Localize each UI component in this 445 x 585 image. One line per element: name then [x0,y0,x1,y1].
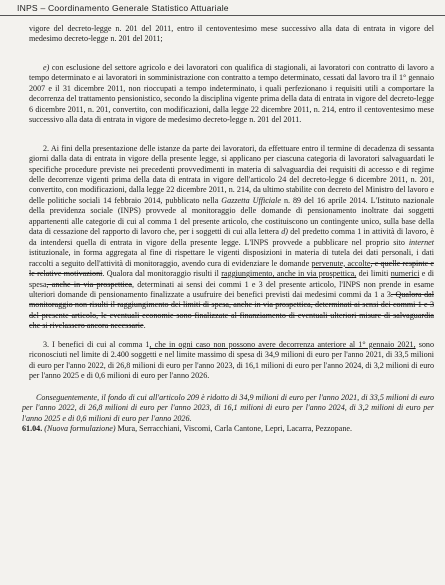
gazzetta-ufficiale-label: Gazzetta Ufficiale [221,195,281,205]
paragraph-continuation-text: vigore del decreto-legge n. 201 del 2011, entro il centoventesimo mese successivo alla data di entrata in vigore del medesimo decreto-legge n. 201 del 2011; [29,24,434,44]
paragraph-comma-2: 2. Ai fini della presentazione delle istanze da parte dei lavoratori, da effettuare entro il termine di decadenza di sessanta giorni dalla data di entrata in vigore della presente legge, si applicano per ciascuna categoria di lavoratori salvaguardati le specifiche procedure previste nei precedenti provvedimenti in materia di salvaguardia dei requisiti di accesso e di regime delle decorrenze vigenti prima della data di entrata in vigore dell'articolo 24 del decreto-legge 6 dicembre 2011, n. 201, convertito, con modificazioni, dalla legge 22 dicembre 2011, n. 214, da ultimo stabilite con decreto del Ministro del lavoro e delle politiche sociali 14 febbraio 2014, pubblicato nella Gazzetta Ufficiale n. 89 del 16 aprile 2014. L'Istituto nazionale della previdenza sociale (INPS) provvede al monitoraggio delle domande di pensionamento inoltrate dai soggetti appartenenti alle categorie di cui al comma 1 del presente articolo, che costituiscono un contingente unico, sulla base della data di cessazione del rapporto di lavoro che, per i soggetti di cui alla lettera d) del predetto comma 1 in attività di lavoro, è da intendersi quella di entrata in vigore della presente legge. L'INPS provvede a pubblicare nel proprio sito internet istituzionale, in forma aggregata al fine di rispettare le vigenti disposizioni in materia di tutela dei dati personali, i dati raccolti a seguito dell'attività di monitoraggio, avendo cura di evidenziare le domande pervenute, accolte, e quelle respinte e le relative motivazioni. Qualora dal monitoraggio risulti il raggiungimento, anche in via prospettica, dei limiti numerici e di spesa, anche in via prospettica, determinati ai sensi dei commi 1 e 3 del presente articolo, l'INPS non prende in esame ulteriori domande di pensionamento finalizzate a usufruire dei benefici previsti dai medesimi commi da 1 a 3. Qualora dal monitoraggio non risulti il raggiungimento dei limiti di spesa, anche in via prospettica, determinati ai sensi dei commi 1 e 3 del presente articolo, le eventuali economie sono finalizzate al finanziamento di eventuali ulteriori misure di salvaguardia che si rivelassero ancora necessarie. [29,143,435,331]
inserted-text-decorrenza: , che in ogni caso non possono avere decorrenza anteriore al 1° gennaio 2021, [149,339,416,349]
comma-2-text-7: e di spesa [29,269,434,289]
letter-d-label: d) [281,227,288,237]
amendment-code: 61.04. [22,423,43,433]
comma-2-text-2: n. 89 del 16 aprile 2014. L'Istituto nazionale della previdenza sociale (INPS) provvede al monitoraggio delle domande di pensionamento inoltrate dai soggetti appartenenti alle categorie di cui al comma 1 del presente articolo, che costituiscono un contingente unico, sulla base della data di cessazione del rapporto di lavoro che, per i soggetti di cui alla lettera [29,195,435,237]
comma-2-text-1: 2. Ai fini della presentazione delle istanze da parte dei lavoratori, da effettuare entro il termine di decadenza di sessanta giorni dalla data di entrata in vigore della presente legge, si applicano per ciascuna categoria di lavoratori salvaguardati le specifiche procedure previste nei precedenti provvedimenti in materia di salvaguardia dei requisiti di accesso e di regime delle decorrenze vigenti prima della data di entrata in vigore dell'articolo 24 del decreto-legge 6 dicembre 2011, n. 201, convertito, con modificazioni, dalla legge 22 dicembre 2011, n. 214, da ultimo stabilite con decreto del Ministro del lavoro e delle politiche sociali 14 febbraio 2014, pubblicato nella [29,143,434,205]
comma-2-text-8: , determinati ai sensi dei commi 1 e 3 del presente articolo, l'INPS non prende in esame ulteriori domande di pensionamento finalizzate a usufruire dei benefici previsti dai medesimi commi da 1 a 3 [29,279,434,299]
conseguentemente-paragraph: Conseguentemente, il fondo di cui all'articolo 209 è ridotto di 34,9 milioni di euro per l'anno 2021, di 33,5 milioni di euro per l'anno 2022, di 26,8 milioni di euro per l'anno 2023, di 16,1 milioni di euro per l'anno 2024, di 3,2 milioni di euro per l'anno 2025 e di 0,6 milioni di euro per l'anno 2026. [22,392,434,423]
amendment-note: (Nuova formulazione) [44,423,116,433]
comma-3-text-2: sono riconosciuti nel limite di 2.400 soggetti e nel limite massimo di spesa di 34,9 milioni di euro per l'anno 2021, di 33,5 milioni di euro per l'anno 2022, di 26,8 milioni di euro per l'anno 2023, di 16,1 milioni di euro per l'anno 2024, di 3,2 milioni di euro per l'anno 2025 e di 0,6 milioni di euro per l'anno 2026. [29,339,435,381]
comma-2-text-4: istituzionale, in forma aggregata al fine di rispettare le vigenti disposizioni in materia di tutela dei dati personali, i dati raccolti a seguito dell'attività di monitoraggio, avendo cura di evidenziare le domande [29,248,434,268]
comma-2-text-5: . Qualora dal monitoraggio risulti il [102,269,222,279]
paragraph-continuation [29,24,434,45]
page-header: INPS – Coordinamento Generale Statistico Attuariale [0,0,445,16]
deleted-text-prospettica: , anche in via prospettica [46,279,132,289]
inserted-text-numerici: numerici [390,269,420,279]
inserted-text-raggiungimento: raggiungimento, anche in via prospettica, [221,269,357,279]
deleted-text-monitoraggio: . Qualora dal monitoraggio non risulti il raggiungimento dei limiti di spesa, anche in via prospettica, determinati ai sensi dei commi 1 e 3 del presente articolo, le eventuali economie sono finalizzate al finanziamento di eventuali ulteriori misure di salvaguardia che si rivelassero ancora necessarie [29,289,435,331]
amendment-footer [22,393,434,435]
amendment-signatories: Mura, Serracchiani, Viscomi, Carla Cantone, Lepri, Lacarra, Pezzopane. [115,423,352,433]
letter-e-text: con esclusione del settore agricolo e dei lavoratori con qualifica di stagionali, ai lavoratori con contratto di lavoro a tempo determinato e ai lavoratori in somministrazione con contratto a tempo determinato, cessati dal lavoro tra il 1° gennaio 2007 e il 31 dicembre 2011, non rioccupati a tempo indeterminato, i quali perfezionano i requisiti utili a comportare la decorrenza del trattamento pensionistico, secondo la disciplina vigente prima della data di entrata in vigore del decreto-legge 6 dicembre 2011, n. 201, convertito, con modificazioni, dalla legge 22 dicembre 2011, n. 214, entro il centoventesimo mese successivo alla data di entrata in vigore de medesimo decreto-legge n. 201 del 2011. [29,62,434,125]
comma-2-text-6: dei limiti [356,269,391,279]
letter-e-label: e) [43,62,50,72]
amendment-signature [22,424,434,434]
paragraph-letter-e [29,63,434,126]
inserted-text-pervenute: pervenute, accolte [311,258,371,268]
document-body [22,24,435,434]
internet-label: internet [408,237,434,247]
comma-3-text-1: 3. I benefici di cui al comma 1 [43,339,150,349]
comma-2-text-3: del predetto comma 1 in attività di lavoro, è da intendersi quella di entrata in vigore della presente legge. L'INPS provvede a pubblicare nel proprio sito [29,227,434,247]
deleted-text-respinte: , e quelle respinte e le relative motivazioni [29,258,434,279]
paragraph-comma-3 [29,340,434,382]
